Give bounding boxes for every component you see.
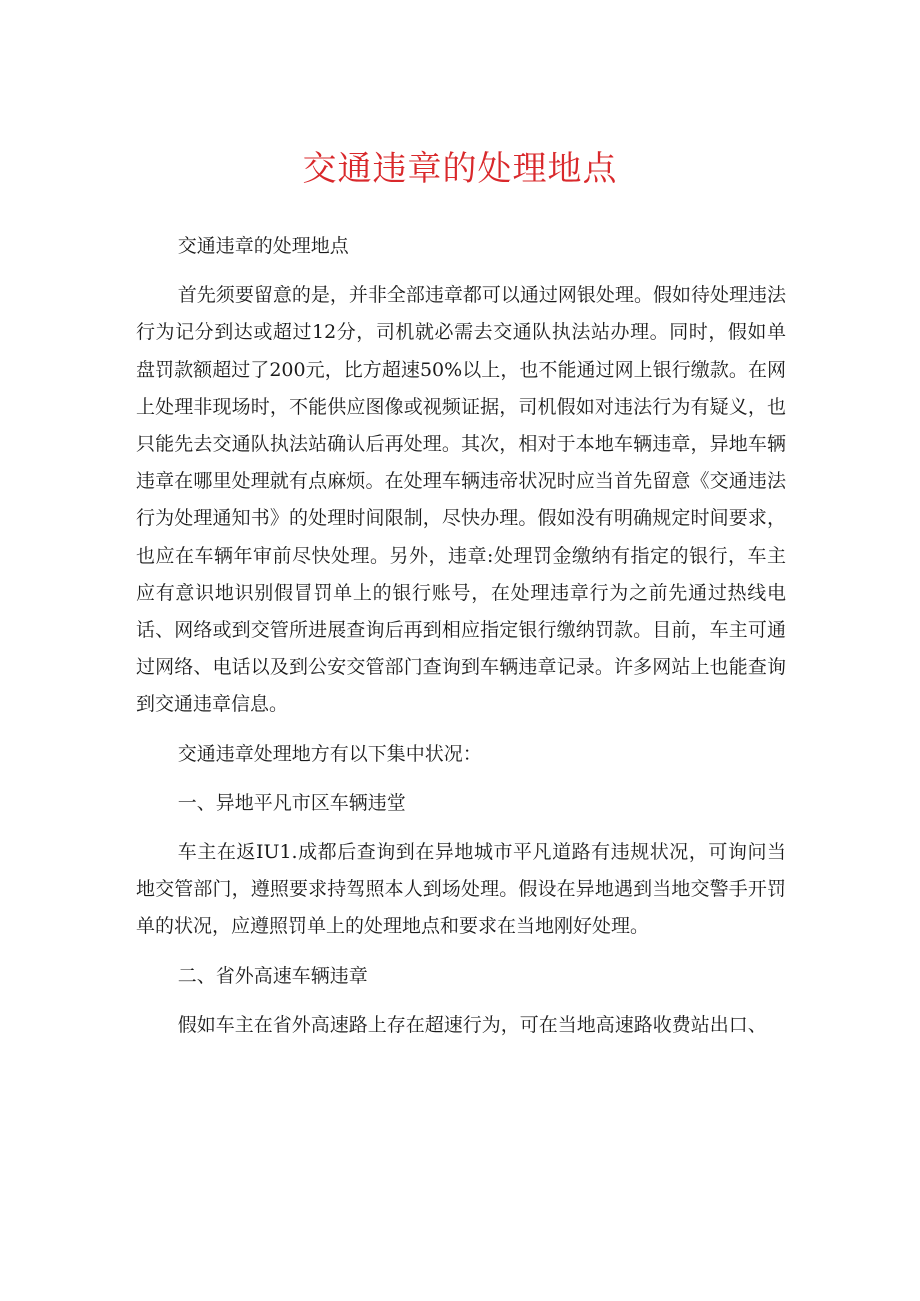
section-1-paragraph: 车主在返IU1.成都后查询到在异地城市平凡道路有违规状况，可询问当地交管部门，遵照要求持驾照本人到场处理。假设在异地遇到当地交警手开罚单的状况，应遵照罚单上的处理地点和要求在当地刚好处理。 (136, 841, 786, 938)
section-heading-1: 一、异地平凡市区车辆违堂 (177, 791, 406, 814)
section-2-paragraph: 假如车主在省外高速路上存在超速行为，可在当地高速路收费站出口、 (177, 1013, 767, 1036)
intro-paragraph: 首先须要留意的是，并非全部违章都可以通过网银处理。假如待处理违法行为记分到达或超过12分，司机就必需去交通队执法站办理。同时，假如单盘罚款额超过了200元，比方超速50%以上，也不能通过网上银行缴款。在网上处理非现场时，不能供应图像或视频证据，司机假如对违法行为有疑义，也只能先去交通队执法站确认后再处理。其次，相对于本地车辆违章，异地车辆违章在哪里处理就有点麻烦。在处理车辆违帝状况时应当首先留意《交通违法行为处理通知书》的处理时间限制，尽快办理。假如没有明确规定时间要求，也应在车辆年审前尽快处理。另外，违章:处理罚金缴纳有指定的银行，车主应有意识地识别假冒罚单上的银行账号，在处理违章行为之前先通过热线电话、网络或到交管所进展查询后再到相应指定银行缴纳罚款。目前，车主可通过网络、电话以及到公安交管部门查询到车辆违章记录。许多网站上也能查询到交通违章信息。 (136, 284, 786, 716)
document-title: 交通违章的处理地点 (302, 149, 618, 189)
document-body (136, 228, 786, 1056)
situations-intro-paragraph: 交通违章处理地方有以下集中状况： (177, 742, 482, 765)
subtitle-paragraph: 交通违章的处理地点 (177, 235, 349, 257)
section-heading-2: 二、省外高速车辆违章 (177, 964, 368, 987)
